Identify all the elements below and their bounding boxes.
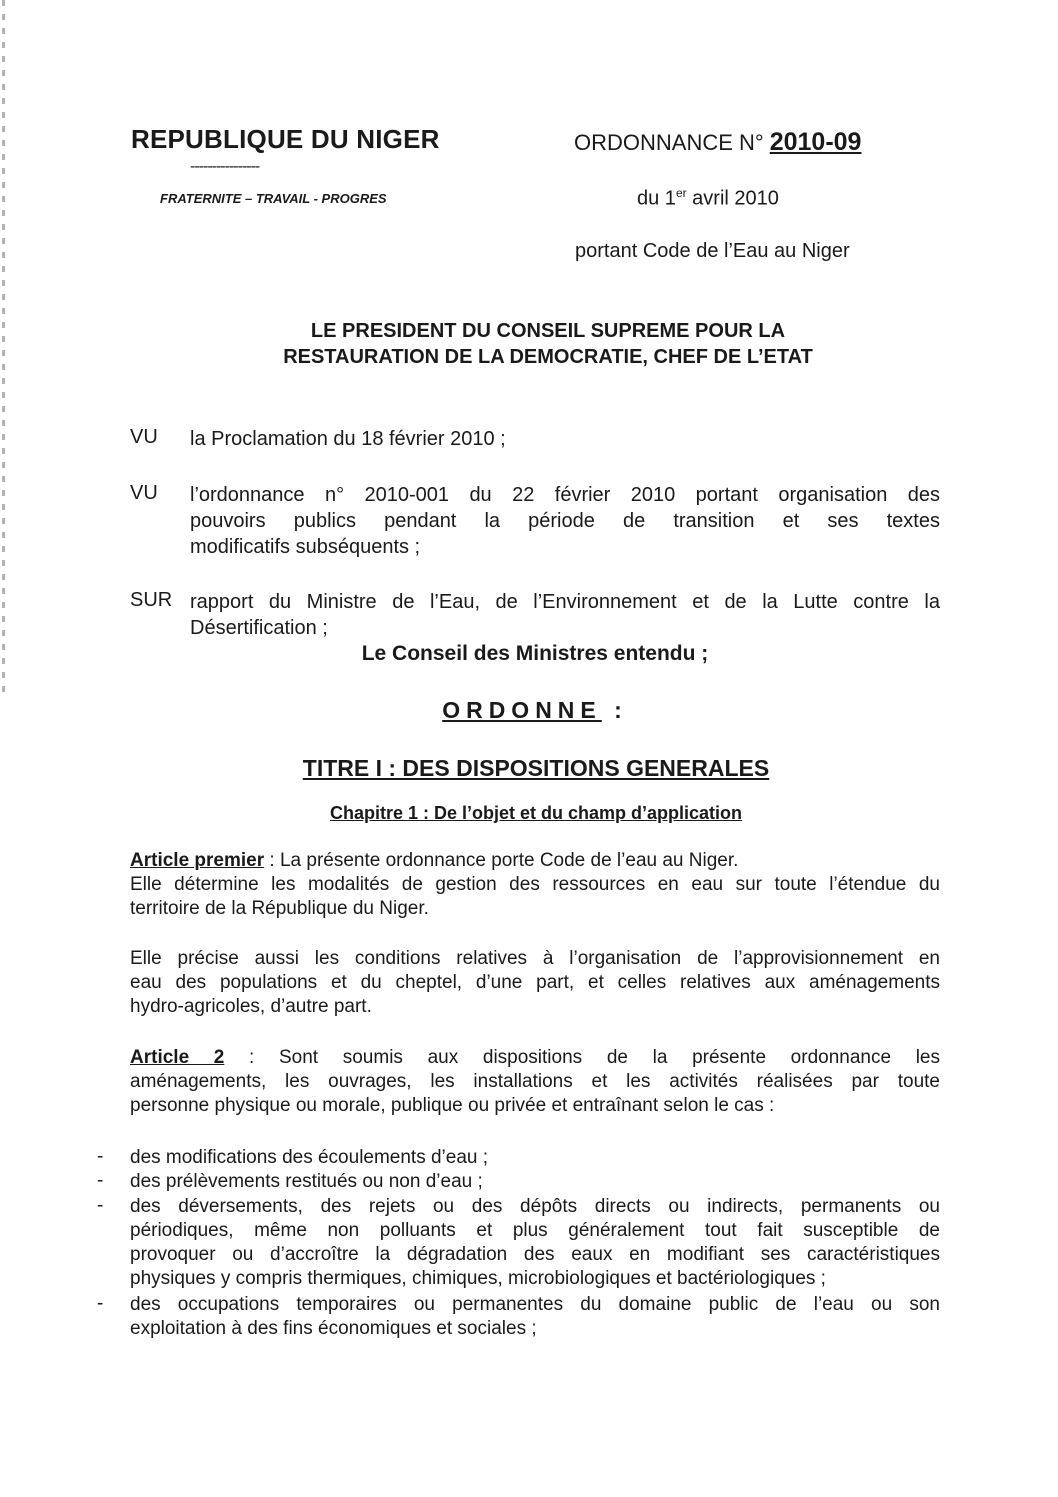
visa-text [190,482,940,560]
list-dash: - [97,1146,104,1167]
article-line: personne physique ou morale, publique ou privée et entraînant selon le cas : [130,1095,775,1116]
ordonnance-label: ORDONNANCE N° [574,130,764,155]
visa-text [190,426,940,452]
list-line: des prélèvements restitués ou non d’eau ; [130,1171,483,1192]
visa-label: VU [130,426,158,448]
article-label: Article premier [130,850,265,871]
article-1 [130,849,940,921]
list-dash: - [97,1293,104,1314]
list-item [130,1146,940,1170]
visa-line: la Proclamation du 18 février 2010 ; [190,428,506,450]
chapitre-heading [130,803,942,824]
list-line: périodiques, même non polluants et plus généralement tout fait susceptible de [130,1220,940,1241]
ordonne-word: ORDONNE [442,697,602,723]
list-dash: - [97,1170,104,1191]
article-2 [130,1046,940,1118]
ordonnance-number: 2010-09 [769,128,862,156]
ordonne-heading [130,697,940,724]
article-line: eau des populations et du cheptel, d’une part, et celles relatives aux aménagements [130,972,940,993]
article-label: Article 2 [130,1047,225,1068]
chapitre-text: Chapitre 1 : De l’objet et du champ d’application [329,803,743,823]
visa-label: SUR [130,589,173,611]
visa-line: pouvoirs publics pendant la période de transition et ses textes [190,510,940,532]
visa-label: VU [130,482,158,504]
list-line: des occupations temporaires ou permanentes du domaine public de l’eau ou son [130,1294,940,1315]
article-line: aménagements, les ouvrages, les installations et les activités réalisées par toute [130,1071,940,1092]
president-title-line2: RESTAURATION DE LA DEMOCRATIE, CHEF DE L’ETAT [283,346,813,368]
list-line: des déversements, des rejets ou des dépôts directs ou indirects, permanents ou [130,1196,940,1217]
visa-line: modificatifs subséquents ; [190,536,421,558]
article-line: hydro-agricoles, d’autre part. [130,996,372,1017]
visa-line: l’ordonnance n° 2010-001 du 22 février 2010 portant organisation des [190,484,940,506]
list-line: des modifications des écoulements d’eau ; [130,1147,489,1168]
title-separator: ---------------- [190,158,260,175]
ordonnance-heading [574,128,861,157]
titre-heading [130,755,942,782]
article-line: Elle précise aussi les conditions relatives à l’organisation de l’approvisionnement en [130,948,940,969]
article-line: territoire de la République du Niger. [130,898,429,919]
president-title-line1: LE PRESIDENT DU CONSEIL SUPREME POUR LA [310,320,786,342]
date-suffix: avril 2010 [686,187,779,210]
list-item [130,1170,940,1194]
article-line: Elle détermine les modalités de gestion des ressources en eau sur toute l’étendue du [130,874,940,895]
conseil-statement: Le Conseil des Ministres entendu ; [361,642,709,665]
scan-edge-artifact [2,0,5,700]
ordonne-colon: : [601,697,628,723]
list-dash: - [97,1195,104,1216]
visa-line: rapport du Ministre de l’Eau, de l’Environnement et de la Lutte contre la [190,591,940,613]
list-line: exploitation à des fins économiques et sociales ; [130,1318,537,1339]
article-text: : La présente ordonnance porte Code de l’eau au Niger. [264,850,739,871]
list-line: physiques y compris thermiques, chimiques, microbiologiques et bactériologiques ; [130,1268,826,1289]
visa-line: Désertification ; [190,617,328,639]
article-text: : Sont soumis aux dispositions de la présente ordonnance les [224,1047,940,1068]
list-item [130,1293,940,1341]
ordonnance-object: portant Code de l’Eau au Niger [575,240,850,262]
republic-title: REPUBLIQUE DU NIGER [131,124,440,154]
date-sup: er [675,186,687,200]
ordonnance-date [637,186,779,211]
article-1-paragraph-2 [130,947,940,1019]
list-item [130,1195,940,1291]
national-motto: FRATERNITE – TRAVAIL - PROGRES [160,191,387,206]
visa-text [190,589,940,641]
list-line: provoquer ou d’accroître la dégradation des eaux en modifiant ses caractéristiques [130,1244,940,1265]
titre-text: TITRE I : DES DISPOSITIONS GENERALES [302,755,770,781]
date-prefix: du 1 [637,187,676,210]
